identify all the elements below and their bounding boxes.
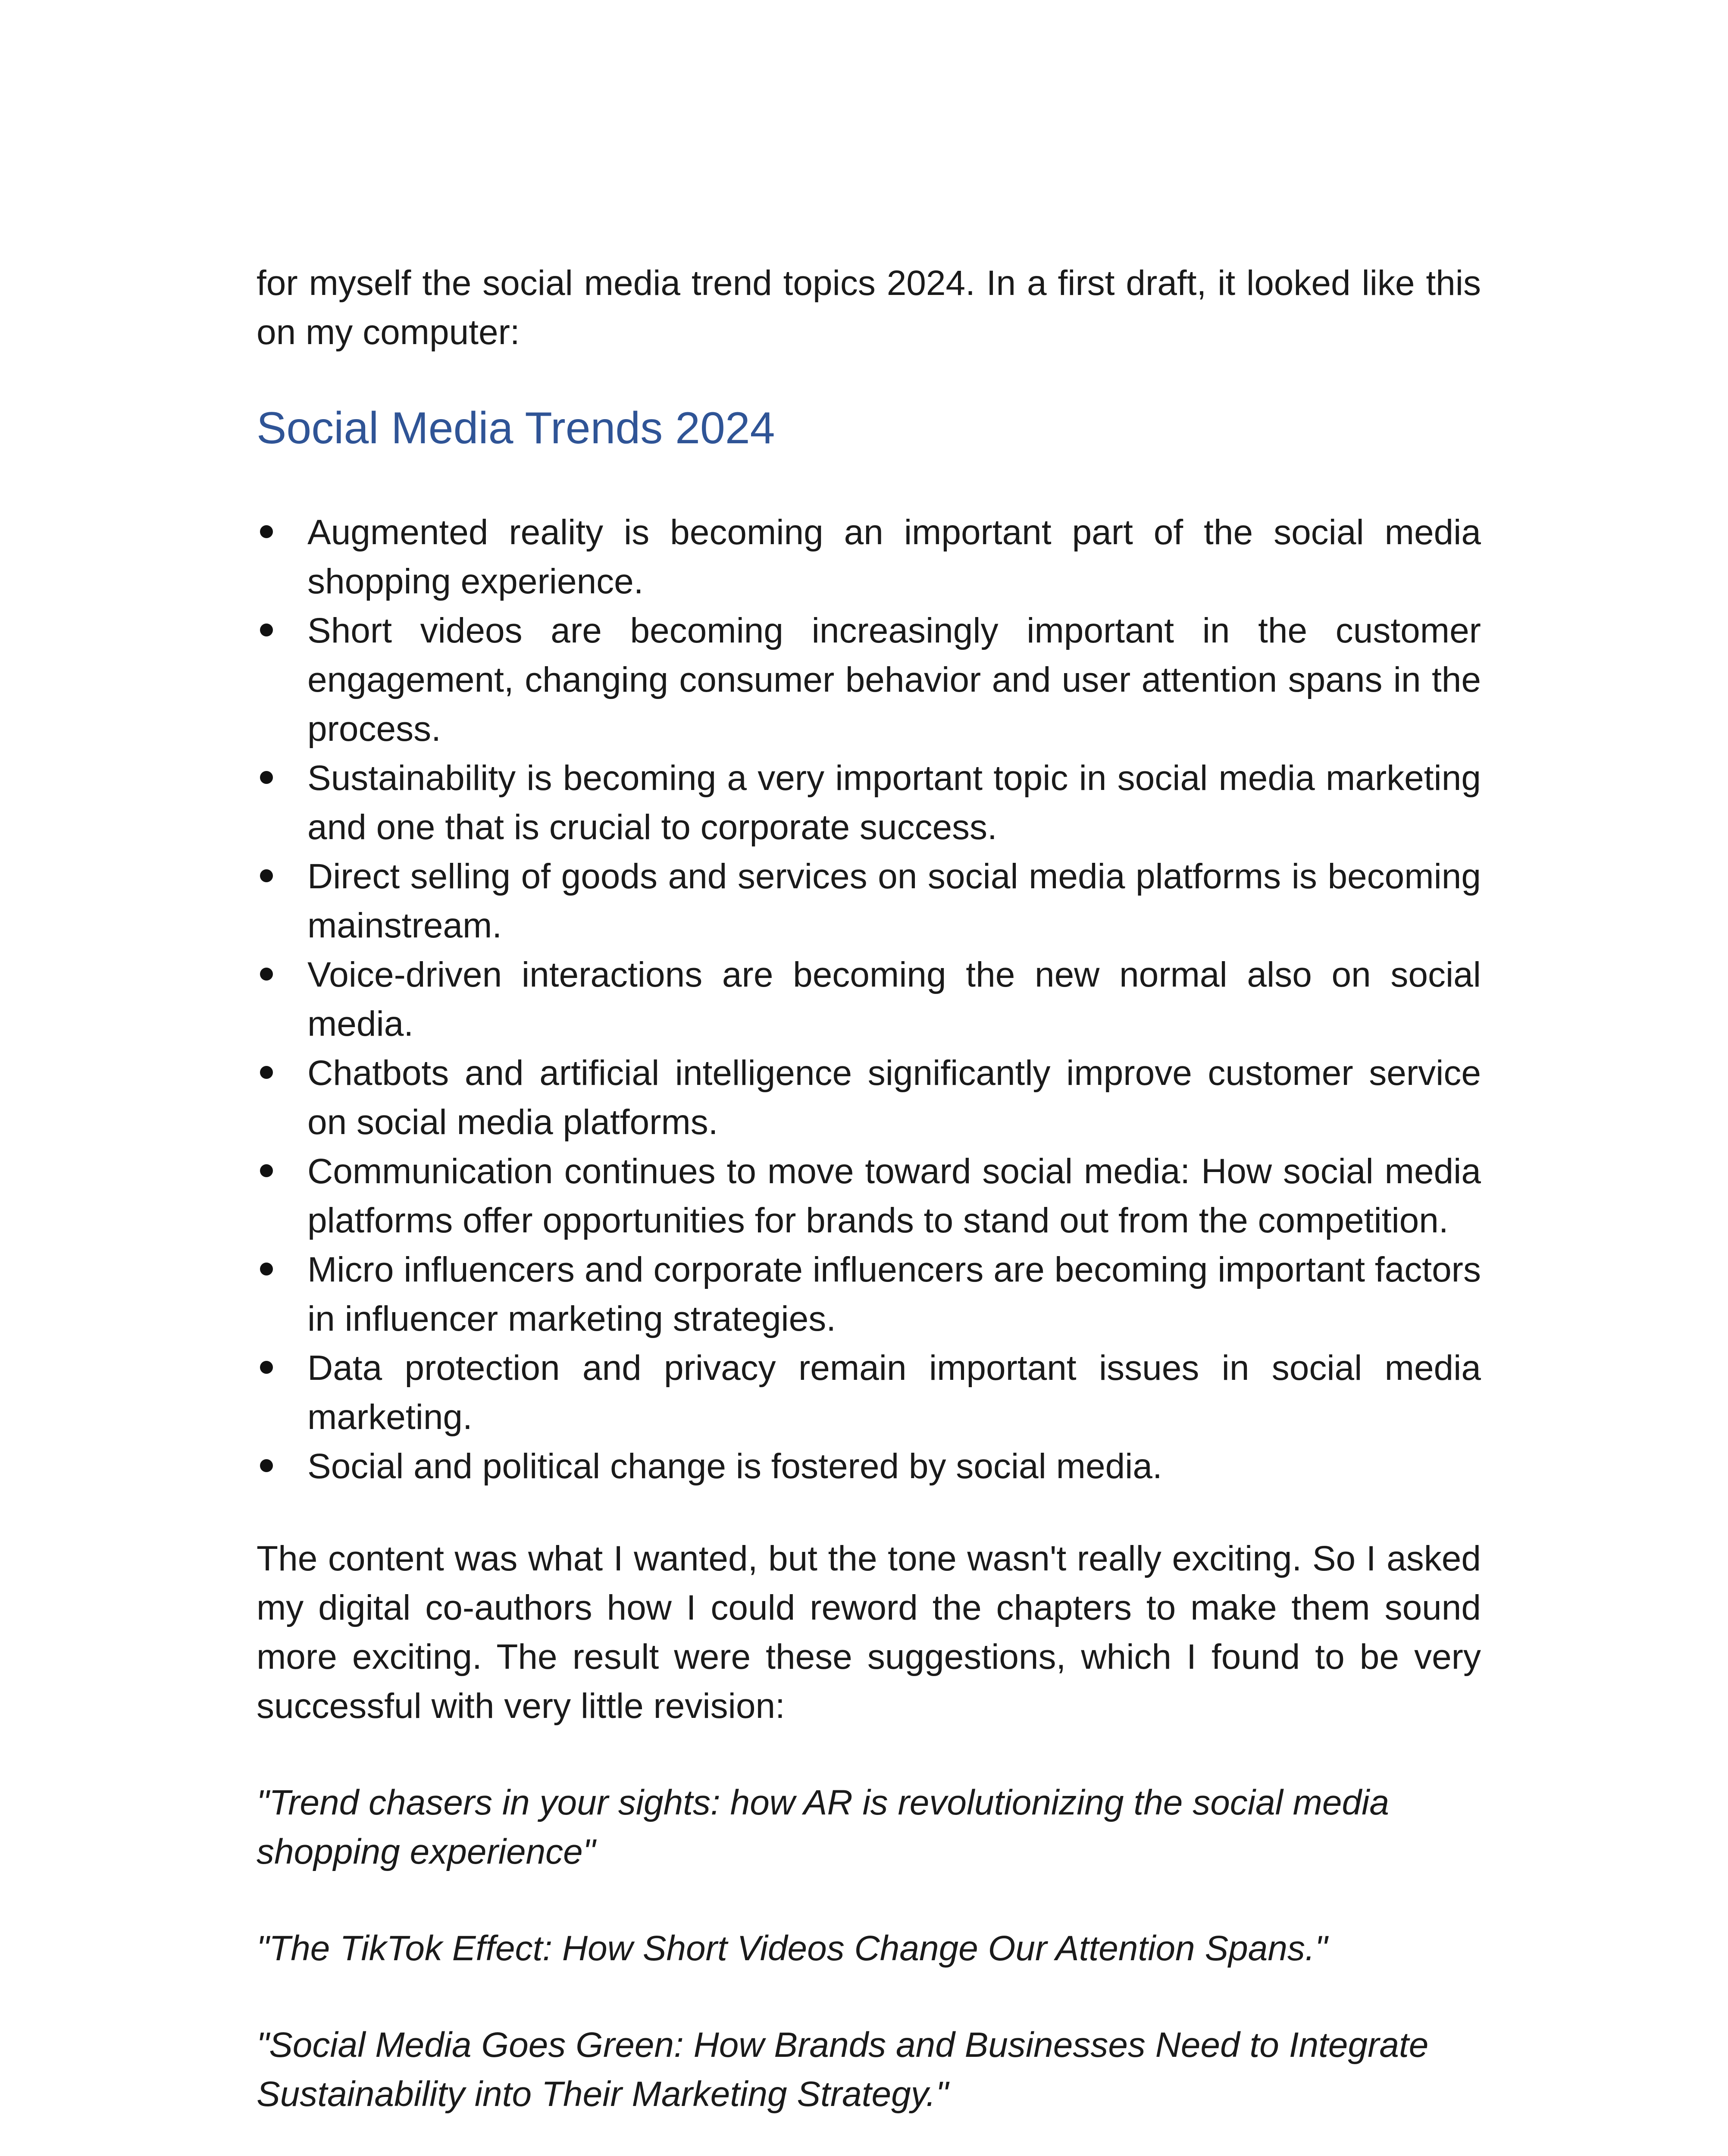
- quote-green: "Social Media Goes Green: How Brands and Businesses Need to Integrate Sustainability into Their Marketing Strategy.": [257, 2025, 1429, 2114]
- list-item: [257, 754, 1481, 852]
- bullet-icon: [260, 1066, 273, 1079]
- list-item-text: Data protection and privacy remain important issues in social media marketing.: [307, 1348, 1481, 1437]
- list-item: [257, 606, 1481, 754]
- quote-tiktok: "The TikTok Effect: How Short Videos Change Our Attention Spans.": [257, 1929, 1327, 1968]
- page-content: [257, 259, 1481, 2156]
- list-item: [257, 1344, 1481, 1442]
- bullet-icon: [260, 968, 273, 981]
- bullet-icon: [260, 525, 273, 538]
- trend-list: [257, 508, 1481, 1491]
- bullet-icon: [260, 1361, 273, 1374]
- list-item: [257, 1147, 1481, 1245]
- list-item-text: Micro influencers and corporate influencers are becoming important factors in influencer marketing strategies.: [307, 1250, 1481, 1338]
- bullet-icon: [260, 869, 273, 882]
- bullet-icon: [260, 1164, 273, 1177]
- list-item-text: Chatbots and artificial intelligence significantly improve customer service on social media platforms.: [307, 1053, 1481, 1142]
- bullet-icon: [260, 624, 273, 636]
- bullet-icon: [260, 1263, 273, 1275]
- list-item: [257, 1245, 1481, 1344]
- list-item: [257, 852, 1481, 950]
- quote-ar: "Trend chasers in your sights: how AR is revolutionizing the social media shopping experience": [257, 1783, 1389, 1871]
- list-item: [257, 1049, 1481, 1147]
- list-item-text: Voice-driven interactions are becoming the new normal also on social media.: [307, 955, 1481, 1044]
- section-heading: Social Media Trends 2024: [257, 403, 775, 453]
- list-item-text: Communication continues to move toward social media: How social media platforms offer opportunities for brands to stand out from the competition.: [307, 1152, 1481, 1240]
- list-item-text: Sustainability is becoming a very important topic in social media marketing and one that is crucial to corporate success.: [307, 758, 1481, 847]
- list-item: [257, 950, 1481, 1049]
- bullet-icon: [260, 1459, 273, 1472]
- list-item-text: Augmented reality is becoming an important part of the social media shopping experience.: [307, 513, 1481, 601]
- list-item: [257, 508, 1481, 606]
- intro-paragraph: for myself the social media trend topics 2024. In a first draft, it looked like this on my computer:: [257, 263, 1481, 352]
- bullet-icon: [260, 771, 273, 784]
- list-item-text: Direct selling of goods and services on social media platforms is becoming mainstream.: [307, 857, 1481, 945]
- list-item-text: Social and political change is fostered by social media.: [307, 1447, 1162, 1486]
- body-paragraph: The content was what I wanted, but the tone wasn't really exciting. So I asked my digital co-authors how I could reword the chapters to make them sound more exciting. The result were these suggestions, which I found to be very successful with very little revision:: [257, 1539, 1481, 1726]
- list-item-text: Short videos are becoming increasingly important in the customer engagement, changing consumer behavior and user attention spans in the process.: [307, 611, 1481, 749]
- list-item: [257, 1442, 1481, 1491]
